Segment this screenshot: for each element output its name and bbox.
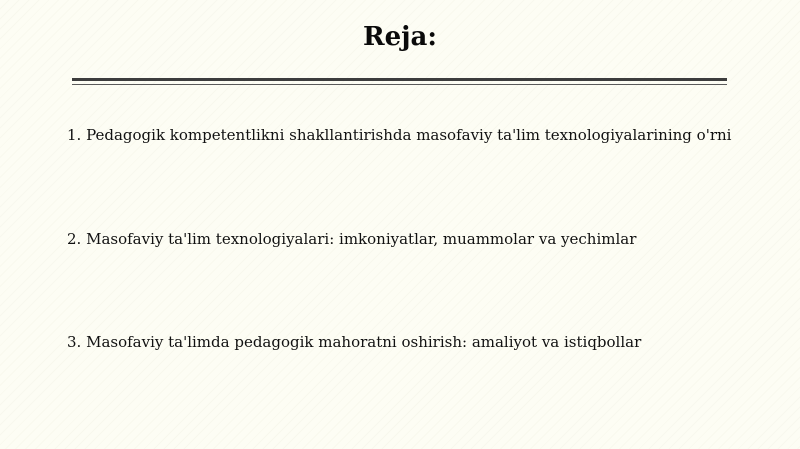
plan-item-3: 3. Masofaviy ta'limda pedagogik mahoratni oshirish: amaliyot va istiqbollar: [67, 333, 642, 351]
divider-thick-line: [72, 78, 727, 81]
plan-item-2: 2. Masofaviy ta'lim texnologiyalari: imkoniyatlar, muammolar va yechimlar: [67, 230, 637, 248]
slide-title: Reja:: [362, 22, 437, 52]
divider-thin-line: [72, 84, 727, 85]
title-divider: [72, 78, 727, 87]
plan-item-1: 1. Pedagogik kompetentlikni shakllantirishda masofaviy ta'lim texnologiyalarining o'rni: [67, 126, 732, 144]
